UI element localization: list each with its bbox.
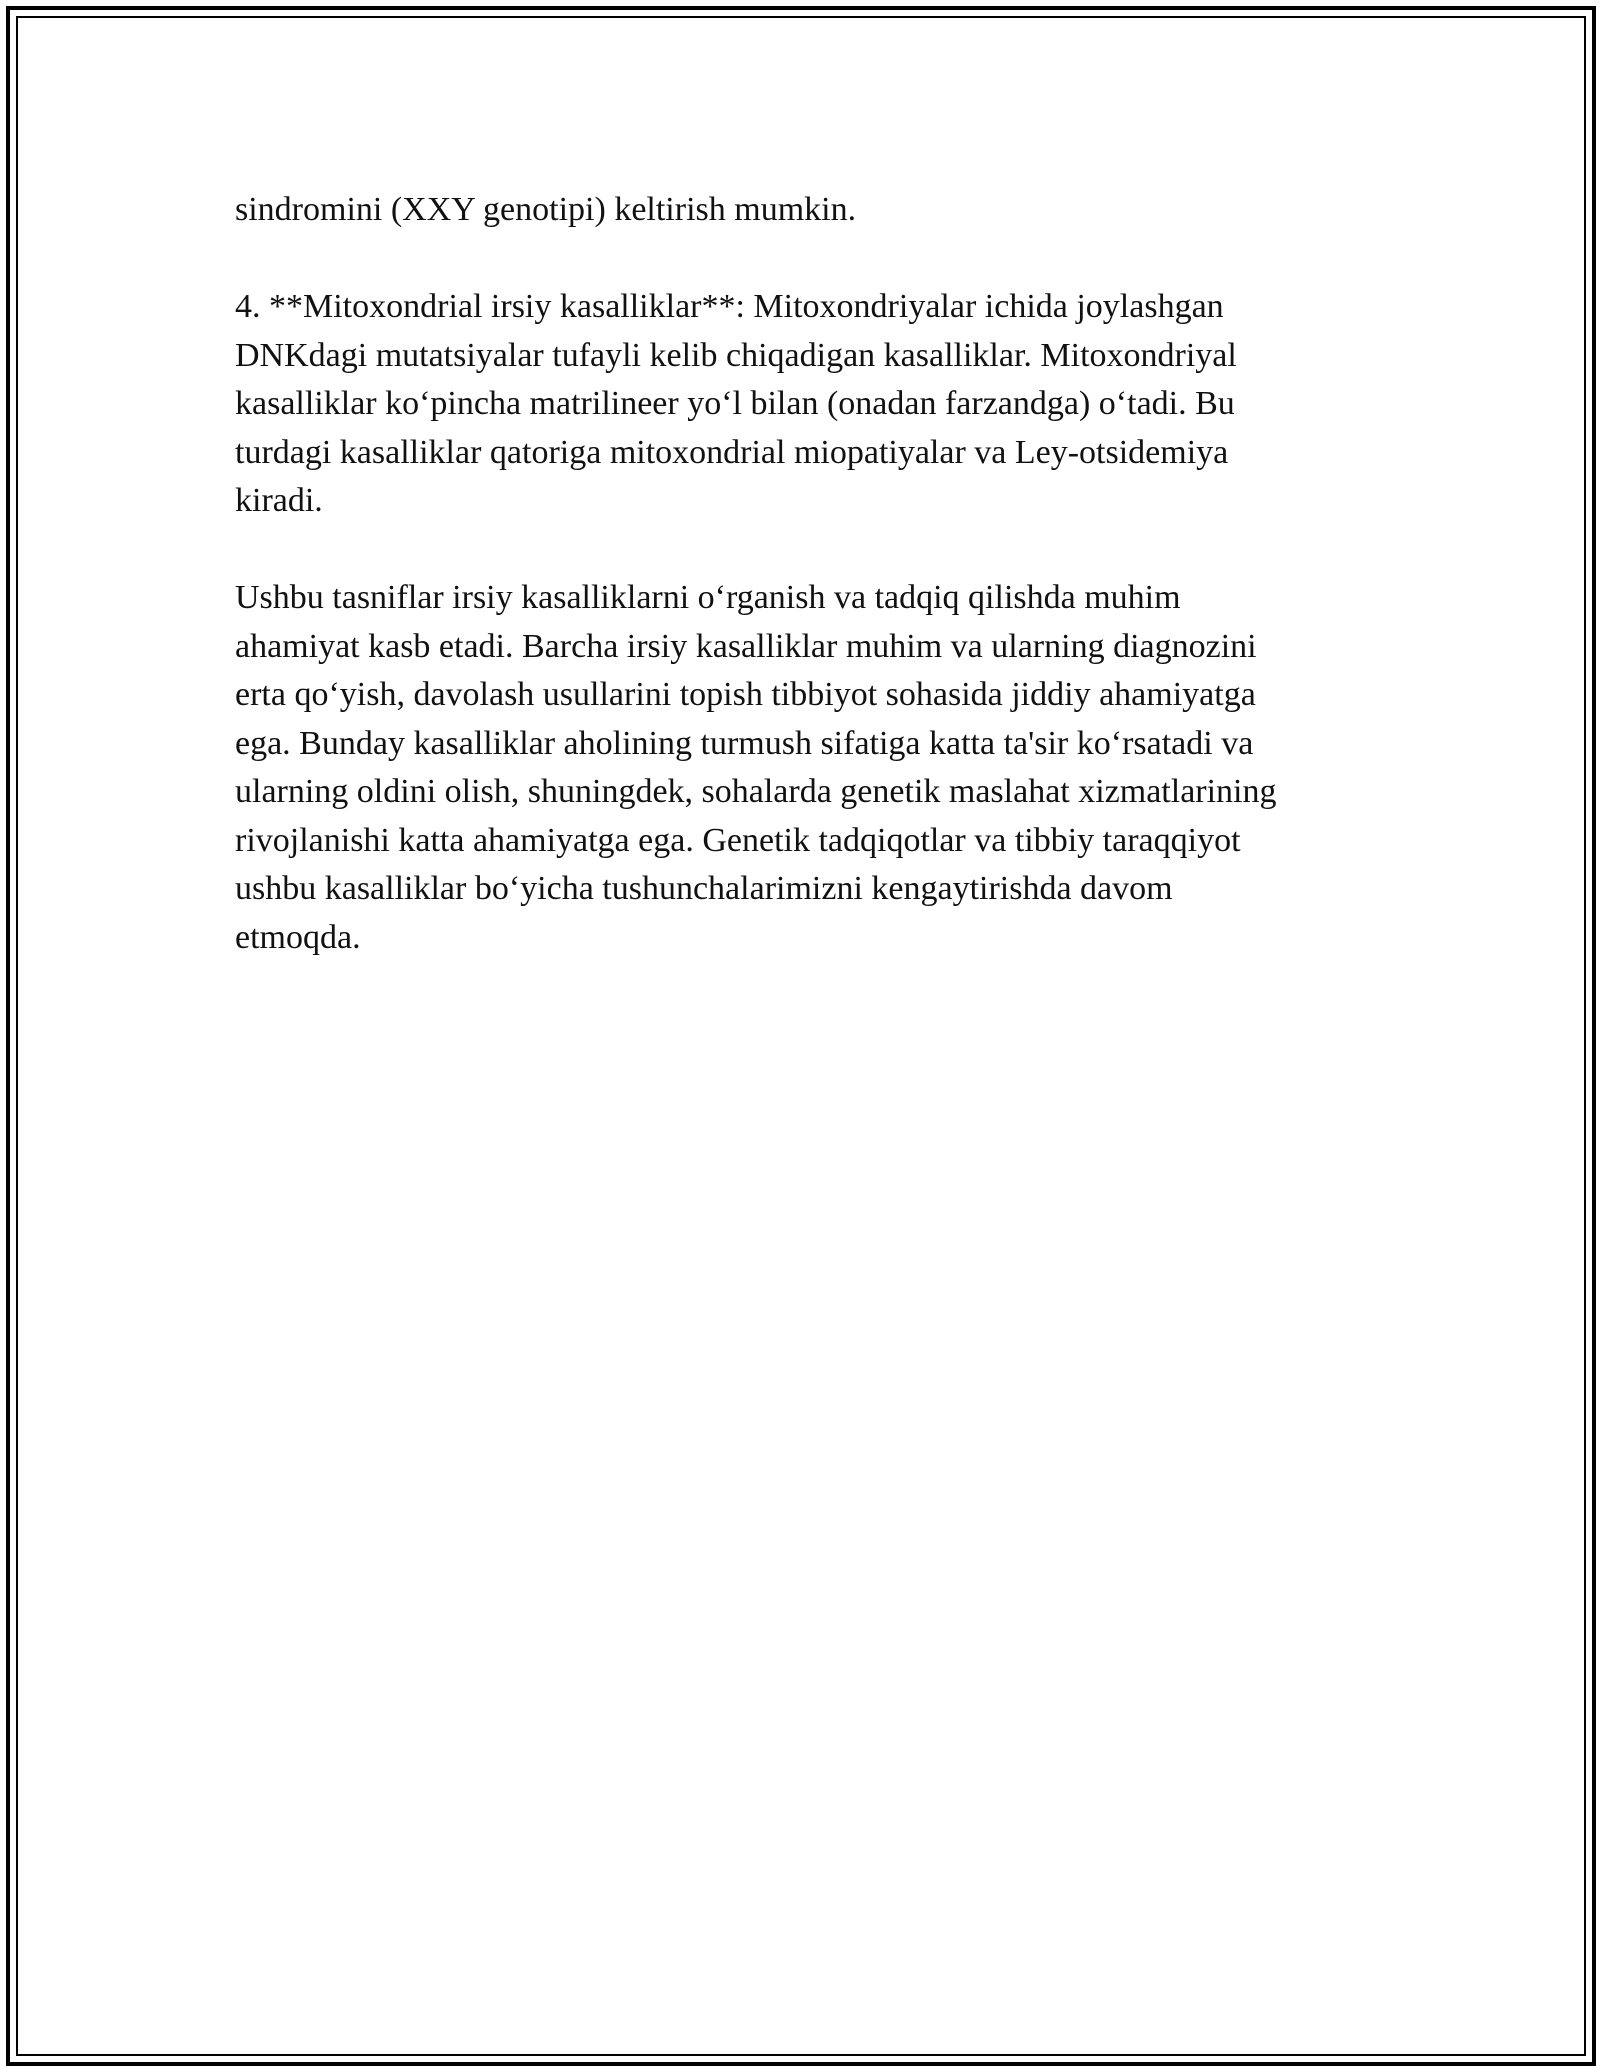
paragraph-mitochondrial-diseases: 4. **Mitoxondrial irsiy kasalliklar**: Mitoxondriyalar ichida joylashgan DNKdagi mutatsiyalar tufayli kelib chiqadigan kasalliklar. Mitoxondriyal kasalliklar ko‘pincha matrilineer yo‘l bilan (onadan farzandga) o‘tadi. Bu turdagi kasalliklar qatoriga mitoxondrial miopatiyalar va Ley-otsidemiya kiradi. bbox=[235, 288, 1237, 519]
document-body bbox=[235, 186, 1375, 1011]
paragraph-conclusion: Ushbu tasniflar irsiy kasalliklarni o‘rganish va tadqiq qilishda muhim ahamiyat kasb etadi. Barcha irsiy kasalliklar muhim va ularning diagnozini erta qo‘yish, davolash usullarini topish tibbiyot sohasida jiddiy ahamiyatga ega. Bunday kasalliklar aholining turmush sifatiga katta ta'sir ko‘rsatadi va ularning oldini olish, shuningdek, sohalarda genetik maslahat xizmatlarining rivojlanishi katta ahamiyatga ega. Genetik tadqiqotlar va tibbiy taraqqiyot ushbu kasalliklar bo‘yicha tushunchalarimizni kengaytirishda davom etmoqda. bbox=[235, 579, 1277, 956]
paragraph-continuation: sindromini (XXY genotipi) keltirish mumkin. bbox=[235, 191, 857, 228]
